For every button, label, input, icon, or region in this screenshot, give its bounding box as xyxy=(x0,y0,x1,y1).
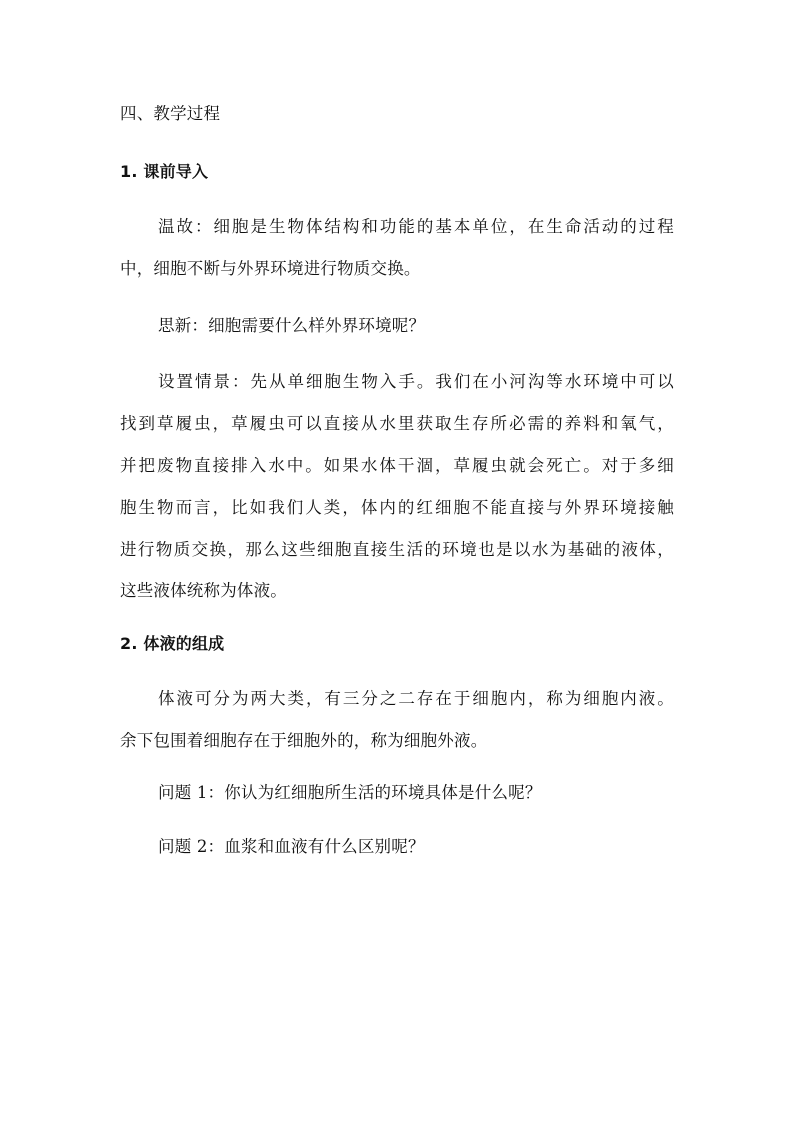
scenario-line-4: 胞生物而言，比如我们人类，体内的红细胞不能直接与外界环境接触 xyxy=(120,498,674,517)
body-fluid-line-1: 体液可分为两大类，有三分之二存在于细胞内，称为细胞内液。 xyxy=(158,689,674,708)
think-new-paragraph: 思新：细胞需要什么样外界环境呢？ xyxy=(158,316,426,335)
question-1: 问题 1：你认为红细胞所生活的环境具体是什么呢？ xyxy=(158,783,542,802)
scenario-line-6: 这些液体统称为体液。 xyxy=(120,581,287,600)
scenario-line-3: 并把废物直接排入水中。如果水体干涸，草履虫就会死亡。对于多细 xyxy=(120,456,674,475)
scenario-line-2: 找到草履虫，草履虫可以直接从水里获取生存所必需的养料和氧气， xyxy=(120,414,674,433)
scenario-line-1: 设置情景：先从单细胞生物入手。我们在小河沟等水环境中可以 xyxy=(158,372,674,391)
review-line-1: 温故：细胞是生物体结构和功能的基本单位，在生命活动的过程 xyxy=(158,217,674,236)
review-line-2: 中，细胞不断与外界环境进行物质交换。 xyxy=(120,259,421,278)
subsection-2-title: 2. 体液的组成 xyxy=(120,634,225,653)
question-2: 问题 2：血浆和血液有什么区别呢？ xyxy=(158,837,425,856)
scenario-line-5: 进行物质交换，那么这些细胞直接生活的环境也是以水为基础的液体， xyxy=(120,540,674,559)
body-fluid-line-2: 余下包围着细胞存在于细胞外的，称为细胞外液。 xyxy=(120,731,488,750)
subsection-1-title: 1. 课前导入 xyxy=(120,162,209,181)
section-heading: 四、教学过程 xyxy=(120,104,221,123)
